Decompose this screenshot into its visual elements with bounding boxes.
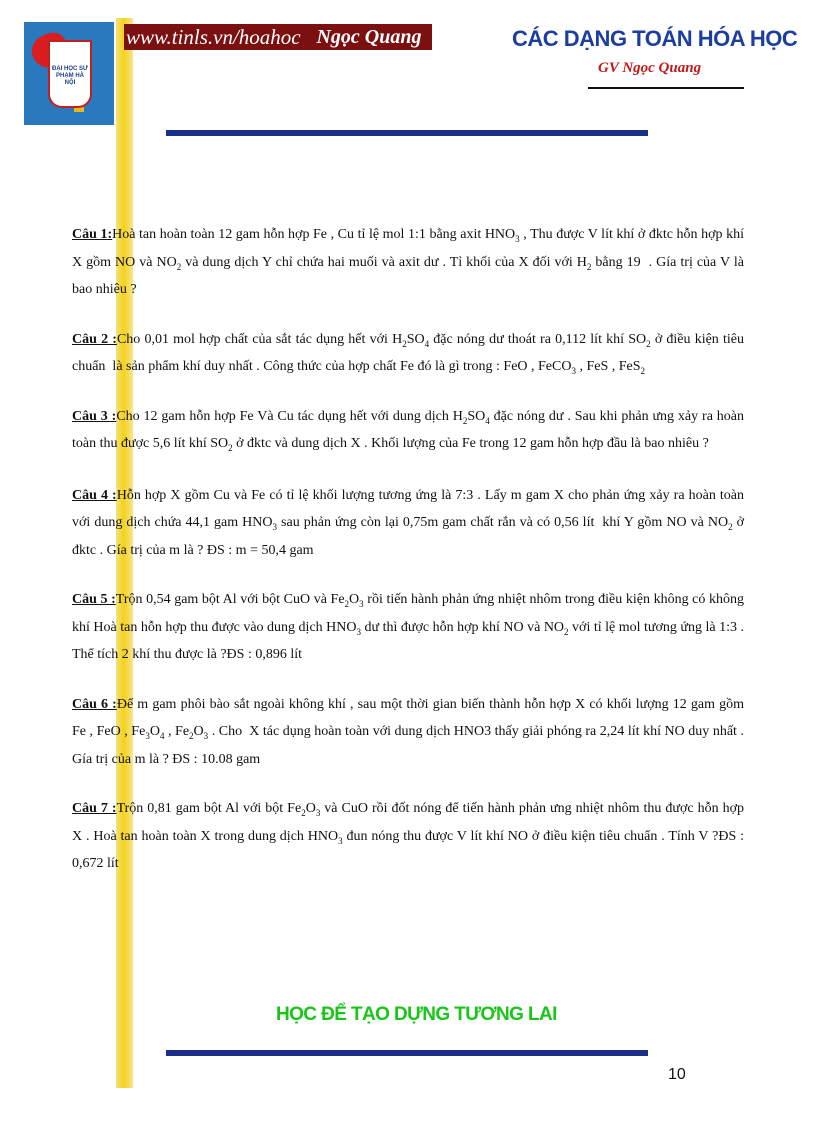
logo-text: ĐẠI HỌC SƯ PHẠM HÀ NỘI <box>52 66 88 86</box>
question-list <box>72 221 744 900</box>
question-5 <box>72 586 744 669</box>
question-4 <box>72 482 744 565</box>
header-divider <box>166 130 648 136</box>
question-text: Cho 12 gam hỗn hợp Fe Và Cu tác dụng hết với dung dịch $H_2SO_4$ đặc nóng dư . Sau khi phản ưng xảy ra hoàn toàn thu được 5,6 lít khí $SO_2$ ở đktc và dung dịch X . Khối lượng của Fe trong 12 gam hỗn hợp đầu là bao nhiêu ? <box>72 408 744 453</box>
page-title: CÁC DẠNG TOÁN HÓA HỌC <box>512 26 798 51</box>
question-label: Câu 3 : <box>72 408 117 424</box>
question-label: Câu 1: <box>72 227 113 242</box>
question-label: Câu 5 : <box>72 592 116 607</box>
question-1 <box>72 221 744 304</box>
question-text: Hoà tan hoàn toàn 12 gam hỗn hợp Fe , Cu tỉ lệ mol 1:1 bằng axit $HNO_3$ , Thu được V lít khí ở đktc hỗn hợp khí X gồm NO và $NO_2$ và dung dịch Y chỉ chứa hai muối và axit dư . Tỉ khối của X đối với $H_2$ bằng 19 . Gía trị của V là bao nhiêu ? <box>72 227 745 297</box>
question-6 <box>72 691 744 774</box>
question-label: Câu 7 : <box>72 801 117 816</box>
footer-slogan: HỌC ĐỂ TẠO DỰNG TƯƠNG LAI <box>276 1004 557 1025</box>
question-7 <box>72 795 744 878</box>
question-text: Trộn 0,54 gam bột Al với bột CuO và $Fe_2O_3$ rồi tiến hành phản ứng nhiệt nhôm trong điều kiện không có không khí Hoà tan hỗn hợp thu được vào dung dịch $HNO_3$ dư thì được hỗn hợp khí NO và $NO_2$ với tỉ lệ mol tương ứng là 1:3 . Thể tích 2 khí thu được là ?ĐS : 0,896 lít <box>72 592 744 662</box>
question-2 <box>72 326 744 381</box>
footer-divider <box>166 1050 648 1056</box>
website-url-banner: www.tinls.vn/hoahoc <box>124 24 306 50</box>
teacher-name: GV Ngọc Quang <box>598 60 702 76</box>
author-signature: Ngọc Quang <box>306 24 432 50</box>
question-text: Hỗn hợp X gồm Cu và Fe có tỉ lệ khối lượng tương ứng là 7:3 . Lấy m gam X cho phản ứng xảy ra hoàn toàn với dung dịch chứa 44,1 gam $HNO_3$ sau phản ứng còn lại 0,75m gam chất rắn và có 0,56 lít khí Y gồm NO và $NO_2$ ở đktc . Gía trị của m là ? ĐS : m = 50,4 gam <box>72 487 745 558</box>
question-text: Để m gam phôi bào sắt ngoài không khí , sau một thời gian biến thành hỗn hợp X có khối lượng 12 gam gồm Fe , FeO , $Fe_3O_4$ , $Fe_2O_3$ . Cho X tác dụng hoàn toàn với dung dịch HNO3 thấy giải phóng ra 2,24 lít khí NO duy nhất . Gía trị của m là ? ĐS : 10.08 gam <box>72 696 744 767</box>
university-logo <box>24 22 114 125</box>
question-text: Cho 0,01 mol hợp chất của sắt tác dụng hết với $H_2SO_4$ đặc nóng dư thoát ra 0,112 lít khí $SO_2$ ở điều kiện tiêu chuẩn là sản phẩm khí duy nhất . Công thức của hợp chất Fe đó là gì trong : FeO , FeCO$_3$ , FeS , FeS$_2$ <box>72 331 744 376</box>
page-number: 10 <box>668 1066 686 1083</box>
question-label: Câu 2 : <box>72 331 117 347</box>
question-label: Câu 4 : <box>72 487 117 503</box>
title-underline <box>588 87 744 89</box>
question-3 <box>72 403 744 458</box>
question-text: Trộn 0,81 gam bột Al với bột $Fe_2O_3$ và CuO rồi đốt nóng để tiến hành phản ưng nhiệt nhôm thu được hỗn hợp X . Hoà tan hoàn toàn X trong dung dịch $HNO_3$ đun nóng thu được V lít khí NO ở điều kiện tiêu chuẩn . Tính V ?ĐS : 0,672 lít <box>72 801 744 871</box>
question-label: Câu 6 : <box>72 696 117 712</box>
